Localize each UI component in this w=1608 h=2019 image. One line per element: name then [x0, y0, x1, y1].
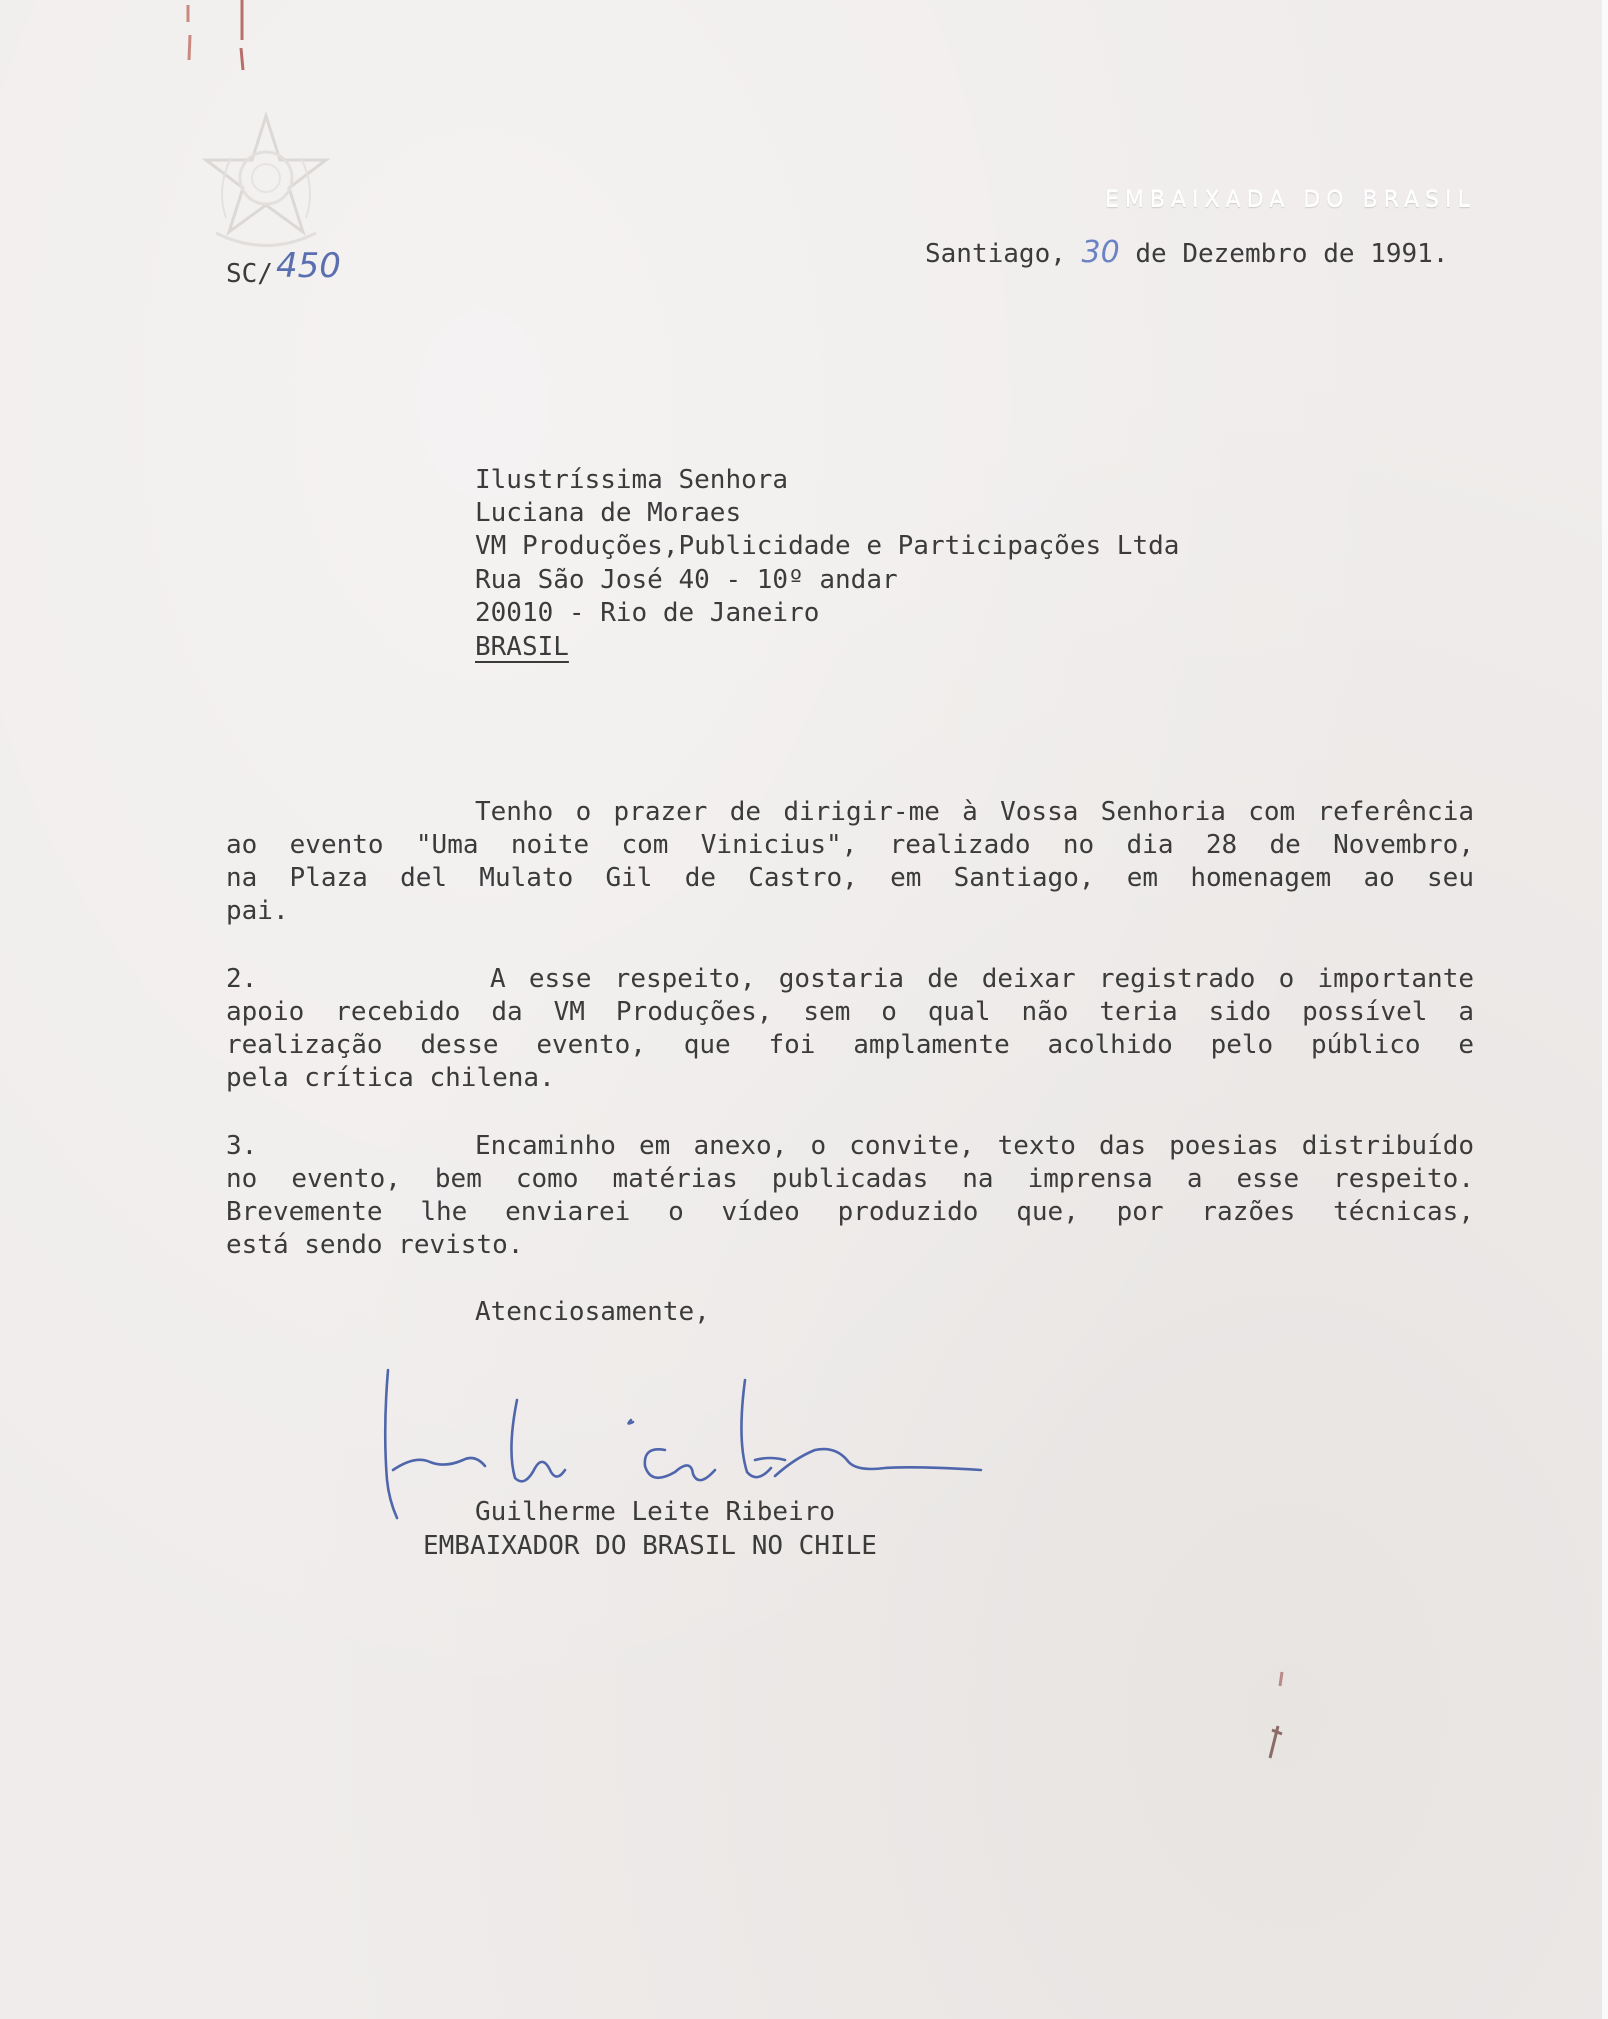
date-day-handwritten: 30 — [1081, 235, 1120, 270]
addressee-city: 20010 - Rio de Janeiro — [475, 598, 820, 628]
paragraph2-line: apoio recebido da VM Produções, sem o qual não teria sido possível a — [226, 997, 1474, 1027]
signatory-name: Guilherme Leite Ribeiro — [475, 1497, 836, 1527]
paragraph1-line: pai. — [226, 896, 289, 926]
pen-marks — [1250, 1670, 1290, 1780]
paragraph1-line: ao evento "Uma noite com Vinicius", realizado no dia 28 de Novembro, — [226, 830, 1474, 860]
paragraph3-line: está sendo revisto. — [226, 1230, 524, 1260]
paragraph2-number: 2. — [226, 964, 258, 994]
reference-number-handwritten: 450 — [276, 246, 341, 286]
paragraph3-line: Brevemente lhe enviarei o vídeo produzido que, por razões técnicas, — [226, 1197, 1474, 1227]
paragraph2-line: pela crítica chilena. — [226, 1063, 555, 1093]
paragraph1-line: Tenho o prazer de dirigir-me à Vossa Senhoria com referência — [475, 797, 1474, 827]
coat-of-arms-emboss — [196, 108, 336, 258]
letterhead-embossed: EMBAIXADA DO BRASIL — [1105, 188, 1476, 213]
reference-prefix: SC/ — [226, 259, 273, 289]
paragraph2-line: A esse respeito, gostaria de deixar registrado o importante — [490, 964, 1474, 994]
date-line — [925, 236, 1448, 271]
addressee-company: VM Produções,Publicidade e Participações Ltda — [475, 531, 1180, 561]
paper-edge — [1602, 0, 1608, 2019]
date-rest: de Dezembro de 1991. — [1119, 239, 1449, 269]
paragraph3-number: 3. — [226, 1131, 258, 1161]
addressee-country: BRASIL — [475, 632, 569, 662]
paragraph3-line: Encaminho em anexo, o convite, texto das poesias distribuído — [475, 1131, 1474, 1161]
addressee-name: Luciana de Moraes — [475, 498, 742, 528]
paragraph2-line: realização desse evento, que foi amplamente acolhido pelo público e — [226, 1030, 1474, 1060]
paragraph3-line: no evento, bem como matérias publicadas na imprensa a esse respeito. — [226, 1164, 1474, 1194]
closing-phrase: Atenciosamente, — [475, 1297, 710, 1327]
signatory-title: EMBAIXADOR DO BRASIL NO CHILE — [423, 1531, 877, 1561]
top-pen-mark — [180, 0, 250, 110]
addressee-street: Rua São José 40 - 10º andar — [475, 565, 898, 595]
date-city: Santiago, — [925, 239, 1082, 269]
addressee-salutation: Ilustríssima Senhora — [475, 465, 789, 495]
paragraph1-line: na Plaza del Mulato Gil de Castro, em Santiago, em homenagem ao seu — [226, 863, 1474, 893]
